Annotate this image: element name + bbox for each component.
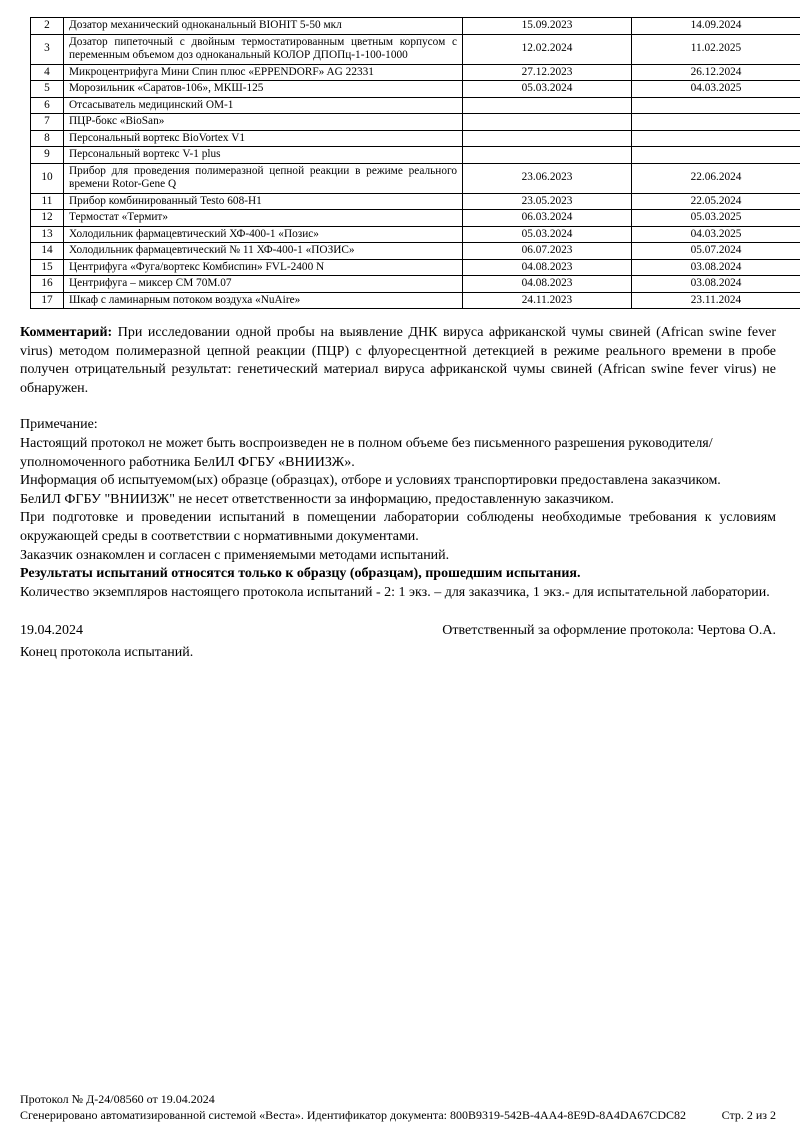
verification-date: 05.03.2024 <box>463 226 632 243</box>
table-row <box>31 163 800 193</box>
valid-until-date: 03.08.2024 <box>632 276 800 293</box>
valid-until-date: 05.07.2024 <box>632 243 800 260</box>
notes-title: Примечание: <box>20 417 98 433</box>
valid-until-date: 11.02.2025 <box>632 34 800 64</box>
verification-date: 04.08.2023 <box>463 276 632 293</box>
verification-date: 24.11.2023 <box>463 292 632 309</box>
verification-date <box>463 147 632 164</box>
verification-date: 27.12.2023 <box>463 64 632 81</box>
row-number: 13 <box>31 226 64 243</box>
note-paragraph: Информация об испытуемом(ых) образце (образцах), отборе и условиях транспортировки предоставлена заказчиком. <box>20 473 721 489</box>
verification-date: 23.05.2023 <box>463 193 632 210</box>
footer-protocol-line: Протокол № Д-24/08560 от 19.04.2024 <box>20 1092 215 1106</box>
row-number: 10 <box>31 163 64 193</box>
valid-until-date: 03.08.2024 <box>632 259 800 276</box>
comment-text: При исследовании одной пробы на выявление ДНК вируса африканской чумы свиней (African swine fever virus) методом полимеразной цепной реакции (ПЦР) с флуоресцентной детекцией в режиме реального времени в пробе получен отрицательный результат: генетический материал вируса африканской чумы свиней (African swine fever virus) не обнаружен. <box>20 325 777 396</box>
equipment-name: Центрифуга – миксер СМ 70М.07 <box>64 276 463 293</box>
valid-until-date: 14.09.2024 <box>632 18 800 35</box>
row-number: 7 <box>31 114 64 131</box>
note-paragraph: Количество экземпляров настоящего протокола испытаний - 2: 1 экз. – для заказчика, 1 экз.- для испытательной лаборатории. <box>20 584 770 600</box>
verification-date: 06.07.2023 <box>463 243 632 260</box>
verification-date: 15.09.2023 <box>463 18 632 35</box>
equipment-name: Морозильник «Саратов-106», МКШ-125 <box>64 81 463 98</box>
comment-label: Комментарий: <box>20 325 113 340</box>
note-paragraph: Результаты испытаний относятся только к образцу (образцам), прошедшим испытания. <box>20 566 581 582</box>
note-paragraph: Заказчик ознакомлен и согласен с применяемыми методами испытаний. <box>20 547 450 563</box>
equipment-name: Персональный вортекс BioVortex V1 <box>64 130 463 147</box>
table-row <box>31 64 800 81</box>
equipment-name: Персональный вортекс V-1 plus <box>64 147 463 164</box>
row-number: 17 <box>31 292 64 309</box>
valid-until-date <box>632 114 800 131</box>
verification-date: 12.02.2024 <box>463 34 632 64</box>
valid-until-date: 23.11.2024 <box>632 292 800 309</box>
page-footer <box>20 1092 776 1123</box>
table-row <box>31 243 800 260</box>
verification-date <box>463 97 632 114</box>
row-number: 12 <box>31 210 64 227</box>
table-row <box>31 226 800 243</box>
table-row <box>31 147 800 164</box>
equipment-name: Холодильник фармацевтический ХФ-400-1 «Позис» <box>64 226 463 243</box>
row-number: 4 <box>31 64 64 81</box>
table-row <box>31 34 800 64</box>
equipment-name: Дозатор механический одноканальный BIOHIT 5-50 мкл <box>64 18 463 35</box>
valid-until-date: 04.03.2025 <box>632 81 800 98</box>
row-number: 11 <box>31 193 64 210</box>
equipment-name: Прибор для проведения полимеразной цепной реакции в режиме реального времени Rotor-Gene Q <box>64 163 463 193</box>
table-row <box>31 259 800 276</box>
table-row <box>31 18 800 35</box>
equipment-name: Холодильник фармацевтический № 11 ХФ-400-1 «ПОЗИС» <box>64 243 463 260</box>
row-number: 2 <box>31 18 64 35</box>
note-paragraph: При подготовке и проведении испытаний в помещении лаборатории соблюдены необходимые требования к условиям окружающей среды в соответствии с нормативными документами. <box>20 510 776 544</box>
table-row <box>31 114 800 131</box>
valid-until-date: 04.03.2025 <box>632 226 800 243</box>
equipment-name: Шкаф с ламинарным потоком воздуха «NuAire» <box>64 292 463 309</box>
row-number: 3 <box>31 34 64 64</box>
equipment-name: Отсасыватель медицинский ОМ-1 <box>64 97 463 114</box>
verification-date: 04.08.2023 <box>463 259 632 276</box>
table-row <box>31 193 800 210</box>
valid-until-date <box>632 130 800 147</box>
valid-until-date: 26.12.2024 <box>632 64 800 81</box>
equipment-table-body <box>31 18 800 309</box>
verification-date <box>463 130 632 147</box>
verification-date: 23.06.2023 <box>463 163 632 193</box>
equipment-table <box>30 17 800 309</box>
comment-paragraph <box>20 324 776 398</box>
notes-paragraphs <box>20 435 776 602</box>
equipment-name: Микроцентрифуга Мини Спин плюс «EPPENDORF» AG 22331 <box>64 64 463 81</box>
table-row <box>31 97 800 114</box>
equipment-name: Дозатор пипеточный с двойным термостатированным цветным корпусом с переменным объемом доз одноканальный КОЛОР ДПОПц-1-100-1000 <box>64 34 463 64</box>
signoff-responsible: Ответственный за оформление протокола: Чертова О.А. <box>442 623 776 639</box>
equipment-name: ПЦР-бокс «BioSan» <box>64 114 463 131</box>
table-row <box>31 210 800 227</box>
footer-page-number: Стр. 2 из 2 <box>721 1107 776 1122</box>
footer-generated-line: Сгенерировано автоматизированной системой «Веста». Идентификатор документа: 800B9319-542B-4AA4-8E9D-8A4DA67CDC82 <box>20 1107 686 1122</box>
signoff-row <box>20 622 776 641</box>
end-of-protocol: Конец протокола испытаний. <box>20 644 194 660</box>
note-paragraph: Настоящий протокол не может быть воспроизведен не в полном объеме без письменного разрешения руководителя/уполномоченного работника БелИЛ ФГБУ «ВНИИЗЖ». <box>20 435 713 470</box>
note-paragraph: БелИЛ ФГБУ "ВНИИЗЖ" не несет ответственности за информацию, предоставленную заказчиком. <box>20 491 614 507</box>
table-row <box>31 276 800 293</box>
document-body <box>20 324 776 663</box>
row-number: 15 <box>31 259 64 276</box>
valid-until-date <box>632 147 800 164</box>
table-row <box>31 81 800 98</box>
verification-date: 06.03.2024 <box>463 210 632 227</box>
row-number: 14 <box>31 243 64 260</box>
row-number: 16 <box>31 276 64 293</box>
row-number: 8 <box>31 130 64 147</box>
row-number: 6 <box>31 97 64 114</box>
row-number: 9 <box>31 147 64 164</box>
valid-until-date: 22.06.2024 <box>632 163 800 193</box>
signoff-date: 19.04.2024 <box>20 623 83 639</box>
verification-date <box>463 114 632 131</box>
valid-until-date: 05.03.2025 <box>632 210 800 227</box>
table-row <box>31 292 800 309</box>
verification-date: 05.03.2024 <box>463 81 632 98</box>
equipment-name: Центрифуга «Фуга/вортекс Комбиспин» FVL-2400 N <box>64 259 463 276</box>
row-number: 5 <box>31 81 64 98</box>
equipment-name: Термостат «Термит» <box>64 210 463 227</box>
equipment-name: Прибор комбинированный Testo 608-H1 <box>64 193 463 210</box>
footer-second-line <box>20 1108 776 1124</box>
table-row <box>31 130 800 147</box>
valid-until-date: 22.05.2024 <box>632 193 800 210</box>
valid-until-date <box>632 97 800 114</box>
